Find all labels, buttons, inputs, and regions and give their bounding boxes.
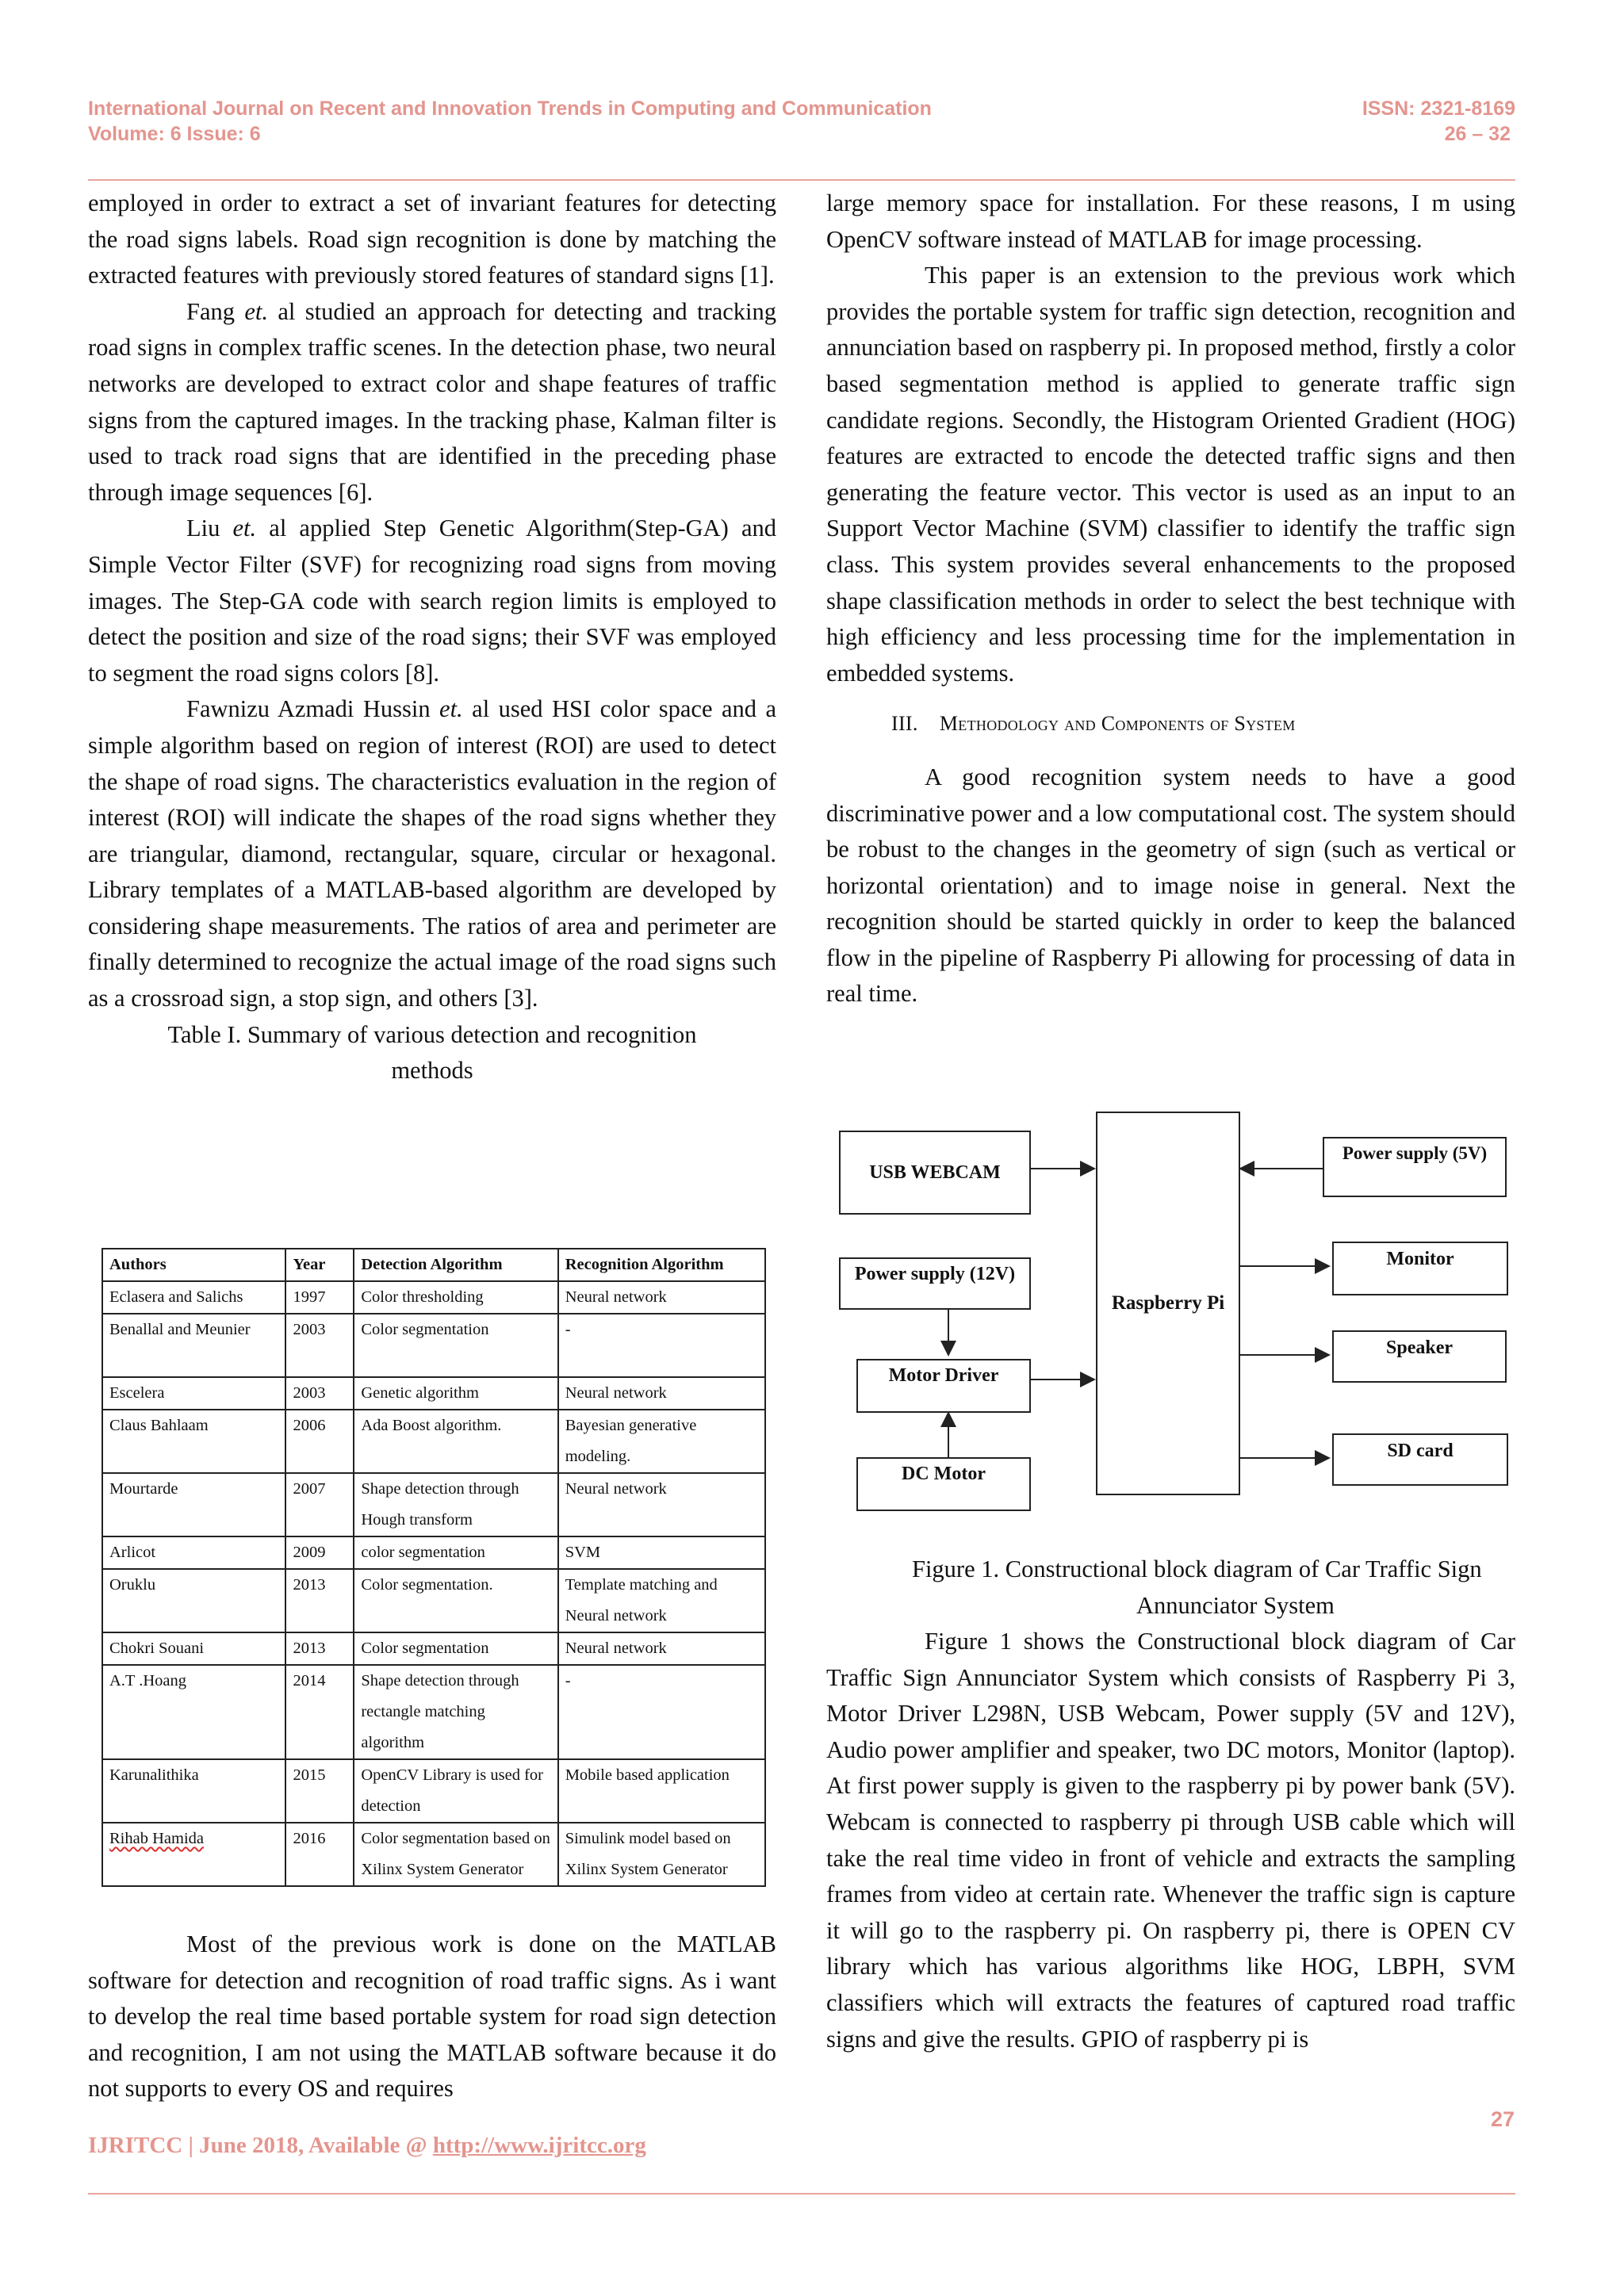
table-cell: 2016: [285, 1823, 354, 1886]
table-cell: Eclasera and Salichs: [102, 1281, 285, 1314]
table-row: [102, 1410, 765, 1473]
table-cell: Claus Bahlaam: [102, 1410, 285, 1473]
paragraph: Figure 1 shows the Constructional block diagram of Car Traffic Sign Annunciator System which consists of Raspberry Pi 3, Motor Driver L298N, USB Webcam, Power supply (5V and 12V), Audio power amplifier and speaker, two DC motors, Monitor (laptop). At first power supply is given to the raspberry pi by power bank (5V). Webcam is connected to raspberry pi through USB cable which will take the real time video in front of vehicle and extracts the sampling frames from video at certain rate. Whenever the traffic sign is capture it will go to the raspberry pi. On raspberry pi, there is OPEN CV library which has various algorithms like HOG, LBPH, SVM classifiers which will extracts the features of captured road traffic signs and give the results. GPIO of raspberry pi is: [826, 1628, 1515, 2053]
table-cell: Neural network: [558, 1632, 765, 1665]
monitor-box: Monitor: [1332, 1242, 1508, 1295]
table-row: [102, 1473, 765, 1536]
table-cell: 2003: [285, 1377, 354, 1410]
issn: ISSN: 2321-8169: [1362, 98, 1515, 120]
dc-motor-box: DC Motor: [856, 1457, 1031, 1511]
table-cell: 2009: [285, 1536, 354, 1569]
paragraph: Fang et. al studied an approach for detecting and tracking road signs in complex traffic scenes. In the detection phase, two neural networks are developed to extract color and shape features of traffic signs from the captured images. In the tracking phase, Kalman filter is used to track road signs that are identified in the preceding phase through image sequences [6].: [88, 297, 776, 506]
journal-title: International Journal on Recent and Innovation Trends in Computing and Communication: [88, 98, 932, 120]
table-row: [102, 1377, 765, 1410]
right-column: [826, 186, 1515, 1012]
power-supply-12v-box: Power supply (12V): [839, 1257, 1031, 1310]
sd-card-box: SD card: [1332, 1433, 1508, 1486]
table-row: [102, 1632, 765, 1665]
block-diagram: [833, 1102, 1515, 1546]
usb-webcam-box: USB WEBCAM: [839, 1131, 1031, 1215]
paragraph: employed in order to extract a set of invariant features for detecting the road signs labels. Road sign recognition is done by matching the extracted features with previously stored features of standard signs [1].: [88, 189, 776, 289]
page-range: 26 – 32: [1444, 123, 1511, 145]
table-cell: Oruklu: [102, 1569, 285, 1632]
table-cell: Karunalithika: [102, 1759, 285, 1823]
table-row: [102, 1569, 765, 1632]
table-cell: color segmentation: [354, 1536, 557, 1569]
footer-rule: [88, 2193, 1515, 2195]
table-cell: 2003: [285, 1314, 354, 1377]
left-column-bottom: [88, 1927, 776, 2107]
table-cell: Chokri Souani: [102, 1632, 285, 1665]
table-cell: Color segmentation: [354, 1314, 557, 1377]
footer: IJRITCC | June 2018, Available @ http://www.ijritcc.org: [88, 2133, 646, 2158]
table-row: [102, 1314, 765, 1377]
table-cell: Rihab Hamida: [102, 1823, 285, 1886]
table-cell: Neural network: [558, 1473, 765, 1536]
table-cell: Color segmentation.: [354, 1569, 557, 1632]
paragraph: Liu et. al applied Step Genetic Algorithm(Step-GA) and Simple Vector Filter (SVF) for recognizing road signs from moving images. The Step-GA code with search region limits is employed to detect the position and size of the road signs; their SVF was employed to segment the road signs colors [8].: [88, 515, 776, 687]
table-cell: Bayesian generative modeling.: [558, 1410, 765, 1473]
table-cell: 2014: [285, 1665, 354, 1759]
paragraph: A good recognition system needs to have a good discriminative power and a low computational cost. The system should be robust to the changes in the geometry of sign (such as vertical or horizontal orientation) and to image noise in general. Next the recognition should be started quickly in order to keep the balanced flow in the pipeline of Raspberry Pi allowing for processing of data in real time.: [826, 763, 1515, 1008]
table-cell: Template matching and Neural network: [558, 1569, 765, 1632]
table-cell: 1997: [285, 1281, 354, 1314]
raspberry-pi-box: Raspberry Pi: [1096, 1112, 1240, 1495]
table-row: [102, 1665, 765, 1759]
table-cell: -: [558, 1665, 765, 1759]
paragraph: Fawnizu Azmadi Hussin et. al used HSI color space and a simple algorithm based on region of interest (ROI) are used to detect the shape of road signs. The characteristics evaluation in the region of interest (ROI) will indicate the shapes of the road signs whether they are triangular, diamond, rectangular, square, circular or hexagonal. Library templates of a MATLAB-based algorithm are developed by considering shape measurements. The ratios of area and perimeter are finally determined to recognize the actual image of the road signs such as a crossroad sign, a stop sign, and others [3].: [88, 695, 776, 1012]
paragraph: This paper is an extension to the previous work which provides the portable system for traffic sign detection, recognition and annunciation based on raspberry pi. In proposed method, firstly a color based segmentation method is applied to generate traffic sign candidate regions. Secondly, the Histogram Oriented Gradient (HOG) features are extracted to encode the detected traffic signs and then generating the feature vector. This vector is used as an input to an Support Vector Machine (SVM) classifier to identify the traffic sign class. This system provides several enhancements to the proposed shape classification methods in order to select the best technique with high efficiency and less processing time for the implementation in embedded systems.: [826, 262, 1515, 687]
table-cell: Ada Boost algorithm.: [354, 1410, 557, 1473]
table-caption: methods: [391, 1057, 473, 1085]
section-heading: III. Methodology and Components of System: [891, 712, 1296, 736]
table-cell: Genetic algorithm: [354, 1377, 557, 1410]
table-cell: Neural network: [558, 1281, 765, 1314]
figure-caption: [912, 1552, 1586, 1624]
summary-table: [102, 1248, 766, 1887]
table-cell: Simulink model based on Xilinx System Generator: [558, 1823, 765, 1886]
table-cell: Shape detection through Hough transform: [354, 1473, 557, 1536]
table-cell: Mobile based application: [558, 1759, 765, 1823]
page-number: 27: [1490, 2107, 1515, 2131]
table-cell: SVM: [558, 1536, 765, 1569]
table-cell: -: [558, 1314, 765, 1377]
right-column-bottom: [826, 1624, 1515, 2057]
volume-issue: Volume: 6 Issue: 6: [88, 123, 261, 145]
left-column: [88, 186, 776, 1089]
table-row: [102, 1823, 765, 1886]
table-cell: 2007: [285, 1473, 354, 1536]
table-header: Authors: [102, 1249, 285, 1281]
table-cell: OpenCV Library is used for detection: [354, 1759, 557, 1823]
figure-caption-line: Figure 1. Constructional block diagram of Car Traffic Sign: [912, 1556, 1482, 1582]
table-header: Detection Algorithm: [354, 1249, 557, 1281]
table-row: [102, 1759, 765, 1823]
table-row: [102, 1281, 765, 1314]
table-caption: Table I. Summary of various detection and recognition: [167, 1020, 697, 1048]
table-cell: A.T .Hoang: [102, 1665, 285, 1759]
table-cell: Neural network: [558, 1377, 765, 1410]
table-cell: 2013: [285, 1632, 354, 1665]
table-cell: Color thresholding: [354, 1281, 557, 1314]
figure-caption-line: Annunciator System: [1136, 1591, 1335, 1619]
table-cell: Shape detection through rectangle matching algorithm: [354, 1665, 557, 1759]
table-cell: Arlicot: [102, 1536, 285, 1569]
table-row: [102, 1536, 765, 1569]
footer-link[interactable]: http://www.ijritcc.org: [432, 2133, 646, 2158]
paragraph: Most of the previous work is done on the MATLAB software for detection and recognition of road traffic signs. As i want to develop the real time based portable system for road sign detection and recognition, I am not using the MATLAB software because it do not supports to every OS and requires: [88, 1931, 776, 2103]
table-cell: Escelera: [102, 1377, 285, 1410]
table-header: Recognition Algorithm: [558, 1249, 765, 1281]
header-rule: [88, 179, 1515, 181]
speaker-box: Speaker: [1332, 1330, 1507, 1383]
table-cell: Benallal and Meunier: [102, 1314, 285, 1377]
table-cell: Color segmentation: [354, 1632, 557, 1665]
table-cell: 2015: [285, 1759, 354, 1823]
table-header: Year: [285, 1249, 354, 1281]
table-cell: 2013: [285, 1569, 354, 1632]
power-supply-5v-box: Power supply (5V): [1323, 1137, 1507, 1197]
table-cell: Color segmentation based on Xilinx System Generator: [354, 1823, 557, 1886]
table-cell: 2006: [285, 1410, 354, 1473]
motor-driver-box: Motor Driver: [856, 1359, 1031, 1413]
table-cell: Mourtarde: [102, 1473, 285, 1536]
paragraph: large memory space for installation. For these reasons, I m using OpenCV software instead of MATLAB for image processing.: [826, 189, 1515, 253]
